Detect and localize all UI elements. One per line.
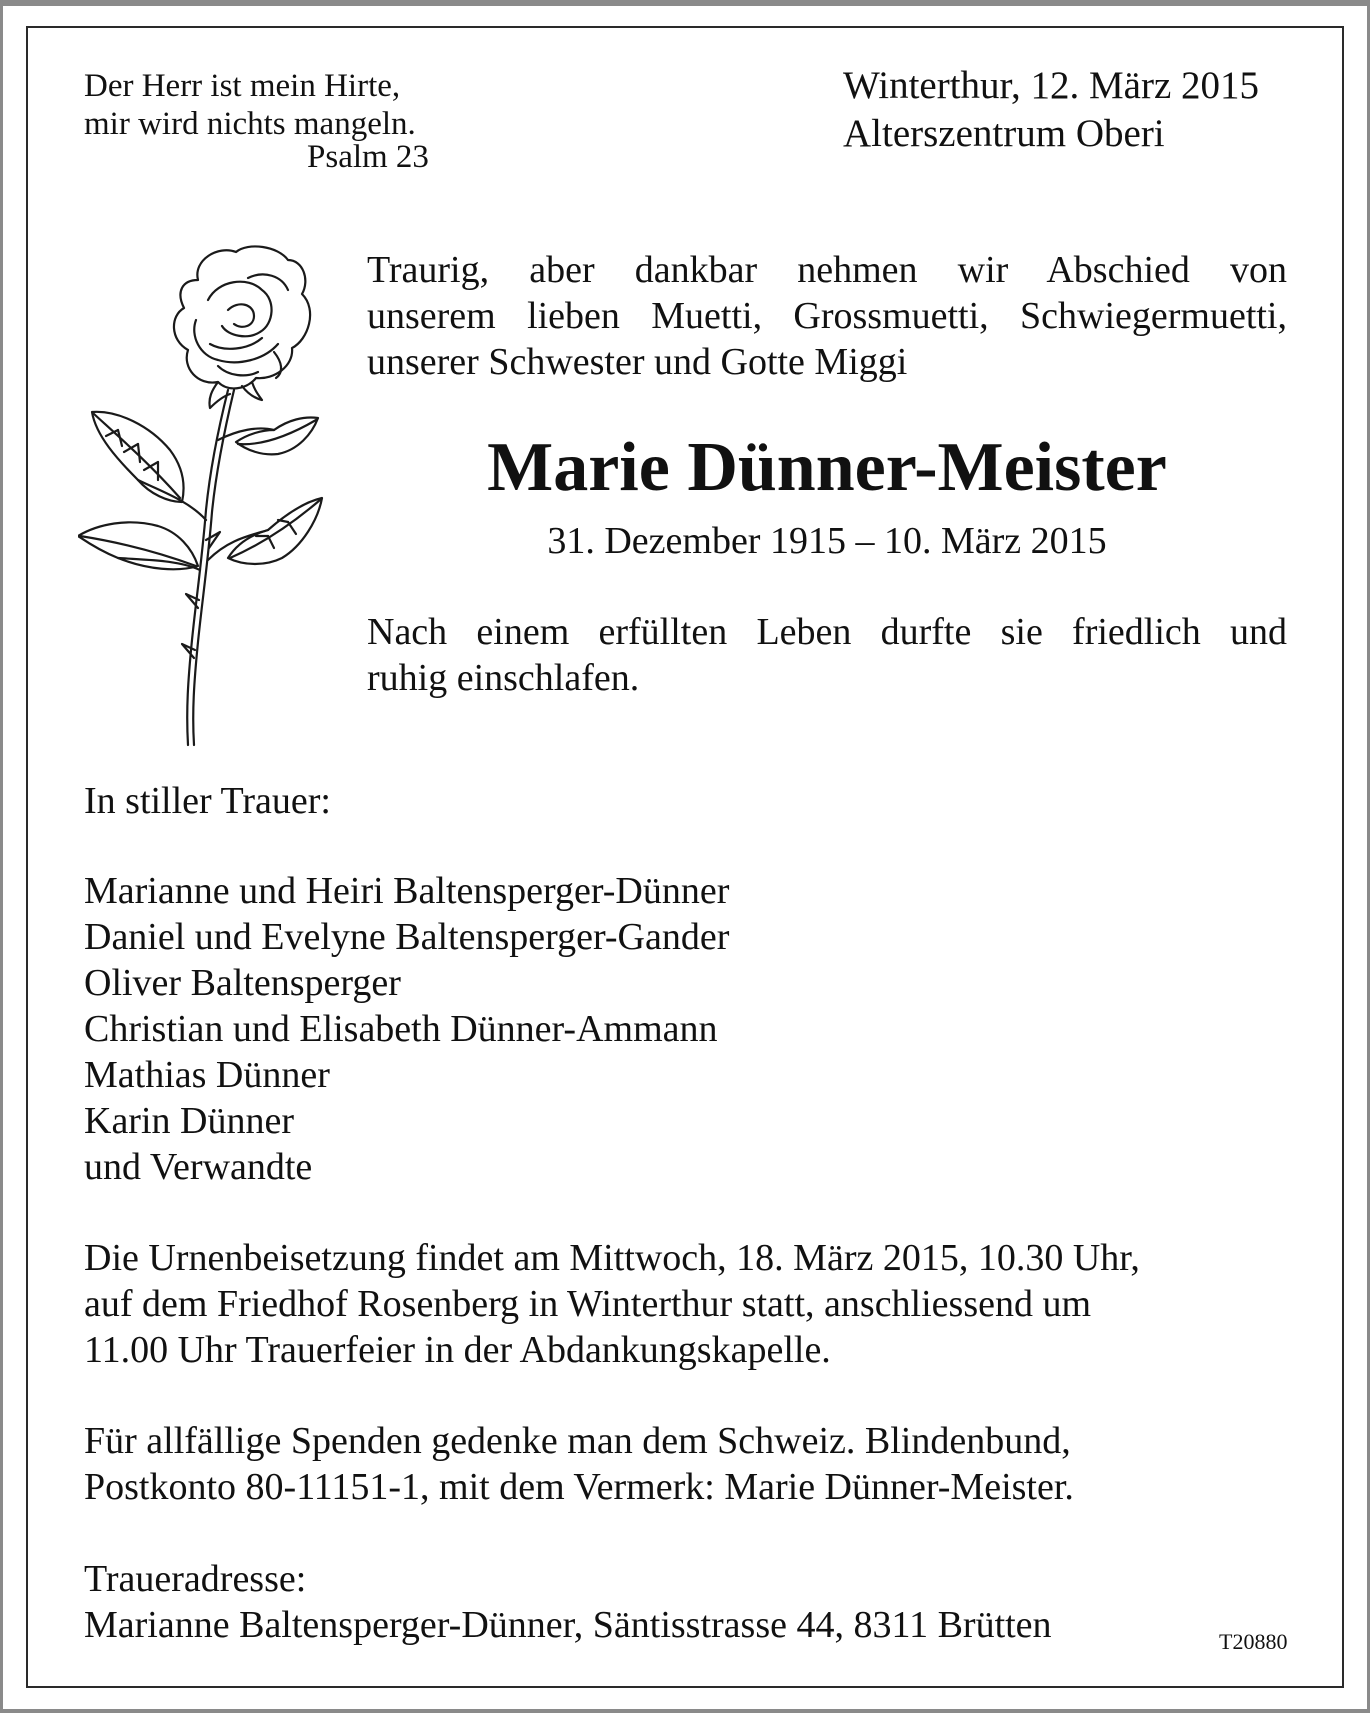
psalm-reference: Psalm 23 xyxy=(307,139,429,175)
deceased-name: Marie Dünner-Meister xyxy=(487,429,1167,506)
mourning-address: Marianne Baltensperger-Dünner, Säntisstrasse 44, 8311 Brütten xyxy=(84,1604,1052,1646)
address-heading: Traueradresse: xyxy=(84,1558,307,1600)
closing-line-1: Nach einem erfüllten Leben durfte sie friedlich und xyxy=(367,611,1287,653)
mourner-name: Christian und Elisabeth Dünner-Ammann xyxy=(84,1008,718,1050)
mourner-name: Karin Dünner xyxy=(84,1100,294,1142)
mourner-name: Oliver Baltensperger xyxy=(84,962,401,1004)
donation-line-2: Postkonto 80-11151-1, mit dem Vermerk: Marie Dünner-Meister. xyxy=(84,1466,1074,1508)
closing-paragraph xyxy=(367,609,1287,701)
mourner-name: Mathias Dünner xyxy=(84,1054,330,1096)
ceremony-line-1: Die Urnenbeisetzung findet am Mittwoch, 18. März 2015, 10.30 Uhr, xyxy=(84,1237,1140,1279)
mourning-heading: In stiller Trauer: xyxy=(84,780,331,822)
place-location: Alterszentrum Oberi xyxy=(843,112,1165,155)
reference-code: T20880 xyxy=(1219,1629,1288,1654)
psalm-line-1: Der Herr ist mein Hirte, xyxy=(84,68,401,104)
life-dates: 31. Dezember 1915 – 10. März 2015 xyxy=(547,520,1107,562)
ceremony-line-3: 11.00 Uhr Trauerfeier in der Abdankungskapelle. xyxy=(84,1329,831,1371)
ceremony-line-2: auf dem Friedhof Rosenberg in Winterthur statt, anschliessend um xyxy=(84,1283,1092,1325)
mourner-name: Marianne und Heiri Baltensperger-Dünner xyxy=(84,870,730,912)
mourner-name: Daniel und Evelyne Baltensperger-Gander xyxy=(84,916,730,958)
mourner-relatives: und Verwandte xyxy=(84,1146,313,1188)
closing-line-2: ruhig einschlafen. xyxy=(367,657,640,699)
place-date: Winterthur, 12. März 2015 xyxy=(843,64,1260,107)
intro-line-3: unserer Schwester und Gotte Miggi xyxy=(367,341,908,383)
rose-icon xyxy=(78,240,338,750)
intro-paragraph xyxy=(367,247,1287,385)
intro-line-1: Traurig, aber dankbar nehmen wir Abschied von xyxy=(367,249,1287,291)
psalm-line-2: mir wird nichts mangeln. xyxy=(84,106,416,142)
donation-line-1: Für allfällige Spenden gedenke man dem Schweiz. Blindenbund, xyxy=(84,1420,1071,1462)
intro-line-2: unserem lieben Muetti, Grossmuetti, Schwiegermuetti, xyxy=(367,295,1287,337)
